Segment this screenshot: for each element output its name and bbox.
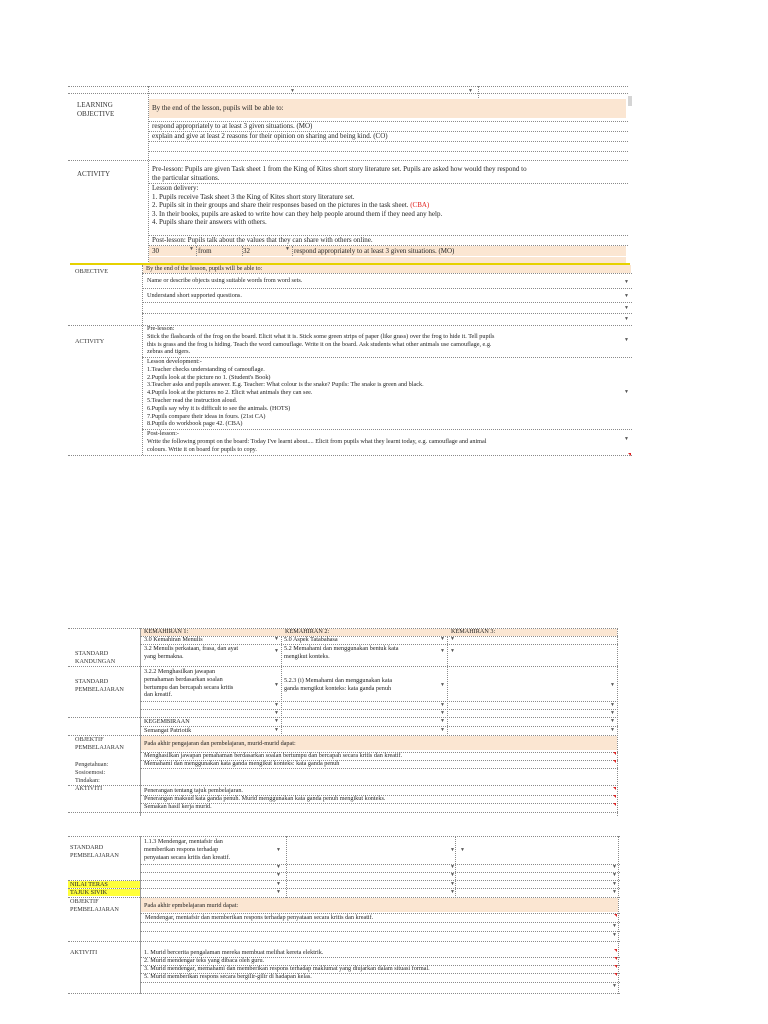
dropdown-arrow-icon[interactable]: ▼ [624,294,629,299]
row-from: from [198,247,212,255]
pre-line: this is grass and the frog is hiding. Teach the word camouflage. Write it on the board. Ask students what other animals use camouflage, e.g. [147,340,492,348]
dropdown-arrow-icon[interactable]: ▼ [624,338,629,343]
aktiviti-label: AKTIVITI [70,949,98,956]
dropdown-arrow-icon[interactable]: ▼ [612,882,617,887]
dev-title: Lesson development:- [147,358,202,365]
sk-2a: 5.0 Aspek Tatabahasa [284,636,338,643]
dev-step: 2.Pupils look at the picture no 1. (Student's Book) [147,373,271,381]
dropdown-arrow-icon[interactable]: ▼ [610,728,615,733]
dropdown-arrow-icon[interactable]: ▼ [274,719,279,724]
dropdown-arrow-icon[interactable]: ▼ [450,848,455,853]
nilai-teras-label: NILAI TERAS [68,881,140,888]
row-number: 30 [152,247,159,255]
dropdown-arrow-icon[interactable]: ▼ [612,873,617,878]
objektif-1: Menghasilkan jawapan pemahaman berdasarkan soalan bertumpu dan bercapah secara kritis dan kreatif. [144,752,403,759]
dev-step: 6.Pupils say why it is difficult to see the animals. (HOTS) [147,404,291,412]
prelesson-line: Pre-lesson: Pupils are given Task sheet 1 from the King of Kites short story literature set. Pupils are asked how would they respond to [152,165,527,173]
aktiviti-4: 5. Murid memberikan respons secara bergilir-gilir di hadapan kelas. [144,973,312,980]
comment-marker [613,787,616,790]
aktiviti-2: 2. Murid mendengar teks yang dibaca oleh guru. [144,957,265,964]
objective-label: OBJECTIVE [75,268,108,275]
comment-marker [613,752,616,755]
step-4: 4. Pupils share their answers with others. [152,218,267,226]
header-row [141,629,617,636]
dropdown-arrow-icon[interactable]: ▼ [612,890,617,895]
sk-1a: 3.0 Kemahiran Menulis [144,636,203,643]
cba-tag: (CBA) [410,201,430,209]
objective-intro: By the end of the lesson, pupils will be able to: [143,265,631,273]
dropdown-arrow-icon[interactable]: ▼ [440,703,445,708]
value: Semangat Patriotik [144,727,192,734]
dropdown-arrow-icon[interactable]: ▼ [612,984,617,989]
aktiviti-1: Penerangan tentang tajuk pembelajaran. [144,787,243,794]
lesson-delivery-title: Lesson delivery: [152,184,199,192]
side-labels: Pengetahuan: Sosioemosi: Tindakan: [75,761,109,784]
comment-marker [628,453,631,456]
dropdown-arrow-icon[interactable]: ▼ [610,703,615,708]
dropdown-arrow-icon[interactable]: ▼ [610,683,615,688]
step-1: 1. Pupils receive Task sheet 3 the King of Kites short story literature set. [152,192,355,201]
dev-step: 5.Teacher read the instruction aloud. [147,396,238,404]
comment-marker [614,949,617,952]
dropdown-arrow-icon[interactable]: ▼ [450,649,455,654]
aktiviti-3: 3. Murid mendengar, memahami dan memberikan respons terhadap maklumat yang diujarkan dalam situasi formal. [144,965,430,972]
post-line: colours. Write it on board for pupils to copy. [147,445,257,453]
objective-2: Understand short supported questions. [147,292,242,299]
post-title: Post-lesson:- [147,430,179,437]
dropdown-arrow-icon[interactable]: ▼ [274,711,279,716]
dropdown-arrow-icon[interactable]: ▼ [274,649,279,654]
dropdown-arrow-icon[interactable]: ▼ [460,848,465,853]
dropdown-arrow-icon[interactable]: ▼ [610,711,615,716]
scrollbar[interactable] [628,96,632,106]
objektif-intro: Pada akhir epmbelajaran murid dapat: [141,898,618,912]
dropdown-arrow-icon[interactable]: ▼ [274,703,279,708]
objective-1: Name or describe objects using suitable words from word sets. [147,277,303,284]
dropdown-arrow-icon[interactable]: ▼ [276,865,281,870]
dropdown-arrow-icon[interactable]: ▼ [274,683,279,688]
aktiviti-2: Penerangan maksud kata ganda penuh. Murid menggunakan kata ganda penuh mengikut konteks. [144,795,386,802]
comment-marker [613,803,616,806]
row-objective: respond appropriately to at least 3 given situations. (MO) [294,247,455,255]
dropdown-arrow-icon[interactable]: ▼ [276,848,281,853]
sp-2: 5.2.3 (i) Memahami dan menggunakan kata ganda mengikut konteks: kata ganda penuh [284,677,393,692]
dropdown-arrow-icon[interactable]: ▼ [610,719,615,724]
comment-marker [613,760,616,763]
dropdown-arrow-icon[interactable]: ▼ [440,649,445,654]
comment-marker [614,973,617,976]
dropdown-arrow-icon[interactable]: ▼ [612,924,617,929]
dev-step: 3.Teacher asks and pupils answer. E.g. Teacher: What colour is the snake? Pupils: The snake is green and black. [147,381,424,389]
standard-pembelajaran-label: STANDARD PEMBELAJARAN [75,678,124,693]
activity-label: ACTIVITY [75,338,105,345]
activity-label: ACTIVITY [77,170,111,178]
aktiviti-1: 1. Murid bercerita pengalaman mereka membuat melihat kereta elektrik. [144,949,324,956]
column-header: KEMAHIRAN 3: [451,628,496,635]
dropdown-arrow-icon[interactable]: ▼ [612,865,617,870]
sp-1: 3.2.2 Menghasilkan jawapan pemahaman berdasarkan soalan bertumpu dan bercapah secara kritis dan kreatif. [144,668,234,699]
aktiviti-3: Semakan hasil kerja murid. [144,803,212,810]
dropdown-arrow-icon[interactable]: ▼ [450,890,455,895]
dropdown-arrow-icon[interactable]: ▼ [276,890,281,895]
dropdown-arrow-icon[interactable]: ▼ [468,89,473,94]
dropdown-arrow-icon[interactable]: ▼ [624,306,629,311]
dropdown-arrow-icon[interactable]: ▼ [450,882,455,887]
postlesson: Post-lesson: Pupils talk about the values that they can share with others online. [152,236,373,244]
dropdown-arrow-icon[interactable]: ▼ [276,882,281,887]
dropdown-arrow-icon[interactable]: ▼ [624,280,629,285]
dropdown-arrow-icon[interactable]: ▼ [440,719,445,724]
dropdown-arrow-icon[interactable]: ▼ [624,437,629,442]
dropdown-arrow-icon[interactable]: ▼ [440,728,445,733]
aktiviti-label: AKTIVITI [75,785,103,792]
dropdown-arrow-icon[interactable]: ▼ [285,247,290,252]
sk-1b: 3.2 Menulis perkataan, frasa, dan ayat yang bermakna. [144,645,239,660]
pre-lesson-title: Pre-lesson: [147,325,175,332]
dropdown-arrow-icon[interactable]: ▼ [274,637,279,642]
objective-2: explain and give at least 2 reasons for their opinion on sharing and being kind. (CO) [152,132,388,140]
learning-objective-label: LEARNING OBJECTIVE [77,101,115,118]
row-number-2: 32 [243,247,250,255]
dropdown-arrow-icon[interactable]: ▼ [450,637,455,642]
dropdown-arrow-icon[interactable]: ▼ [440,637,445,642]
step-2: 2. Pupils sit in their groups and share their responses based on the pictures in the task sheet. (CBA) [152,201,430,209]
post-line: Write the following prompt on the board: Today I've learnt about.... Elicit from pupils what they learnt today, e.g. camouflage and animal [147,437,487,445]
comment-marker [614,957,617,960]
dev-step: 1.Teacher checks understanding of camouflage. [147,365,265,373]
prelesson-line: the particular situations. [152,173,220,182]
dropdown-arrow-icon[interactable]: ▼ [612,933,617,938]
column-header: KEMAHIRAN 2: [285,628,330,635]
selection-row[interactable] [149,246,626,256]
theme: KEGEMBIRAAN [144,718,190,725]
dropdown-arrow-icon[interactable]: ▼ [276,873,281,878]
dropdown-arrow-icon[interactable]: ▼ [274,728,279,733]
dev-step: 8.Pupils do workbook page 42. (CBA) [147,420,243,428]
objektif-label: OBJEKTIF PEMBELAJARAN [75,736,124,751]
standard-pembelajaran-label: STANDARD PEMBELAJARAN [70,844,119,859]
sk-2b: 5.2 Memahami dan menggunakan bentuk kata mengikut konteks. [284,645,399,660]
objektif-label: OBJEKTIF PEMBELAJARAN [70,898,119,913]
sp-text: 1.1.3 Mendengar, mentafsir dan memberikan respons terhadap penyataan secara kritis dan kreatif. [144,838,231,861]
dropdown-arrow-icon[interactable]: ▼ [450,873,455,878]
dropdown-arrow-icon[interactable]: ▼ [290,89,295,94]
objektif-intro: Pada akhir pengajaran dan pembelajaran, murid-murid dapat: [141,736,617,750]
pre-line: zebras and tigers. [147,348,191,356]
comment-marker [614,914,617,917]
dropdown-arrow-icon[interactable]: ▼ [450,865,455,870]
comment-marker [614,965,617,968]
tajuk-sivik-label: TAJUK SIVIK [68,889,140,896]
objective-intro: By the end of the lesson, pupils will be able to: [149,99,626,118]
objective-1: respond appropriately to at least 3 given situations. (MO) [152,122,313,130]
dropdown-arrow-icon[interactable]: ▼ [624,390,629,395]
dropdown-arrow-icon[interactable]: ▼ [189,247,194,252]
comment-marker [613,795,616,798]
dropdown-arrow-icon[interactable]: ▼ [440,683,445,688]
dropdown-arrow-icon[interactable]: ▼ [440,711,445,716]
dropdown-arrow-icon[interactable]: ▼ [624,317,629,322]
pre-line: Stick the flashcards of the frog on the board. Elicit what it is. Stick some green strips of paper (like grass) over the frog to hide it. Tell pupils [147,332,495,340]
objektif-1: Mendengar, mentafsir dan memberikan respons terhadap penyataan secara kritis dan kreatif. [145,914,374,921]
dev-step: 4.Pupils look at the pictures no 2. Elicit what animals they can see. [147,389,313,397]
column-header: KEMAHIRAN 1: [144,628,189,635]
step-3: 3. In their books, pupils are asked to write how can they help people around them if they need any help. [152,209,443,218]
standard-kandungan-label: STANDARD KANDUNGAN [75,650,116,665]
objektif-2: Memahami dan menggunakan kata ganda mengikut konteks: kata ganda penuh [144,760,340,767]
dev-step: 7.Pupils compare their ideas in fours. (21st CA) [147,412,266,420]
